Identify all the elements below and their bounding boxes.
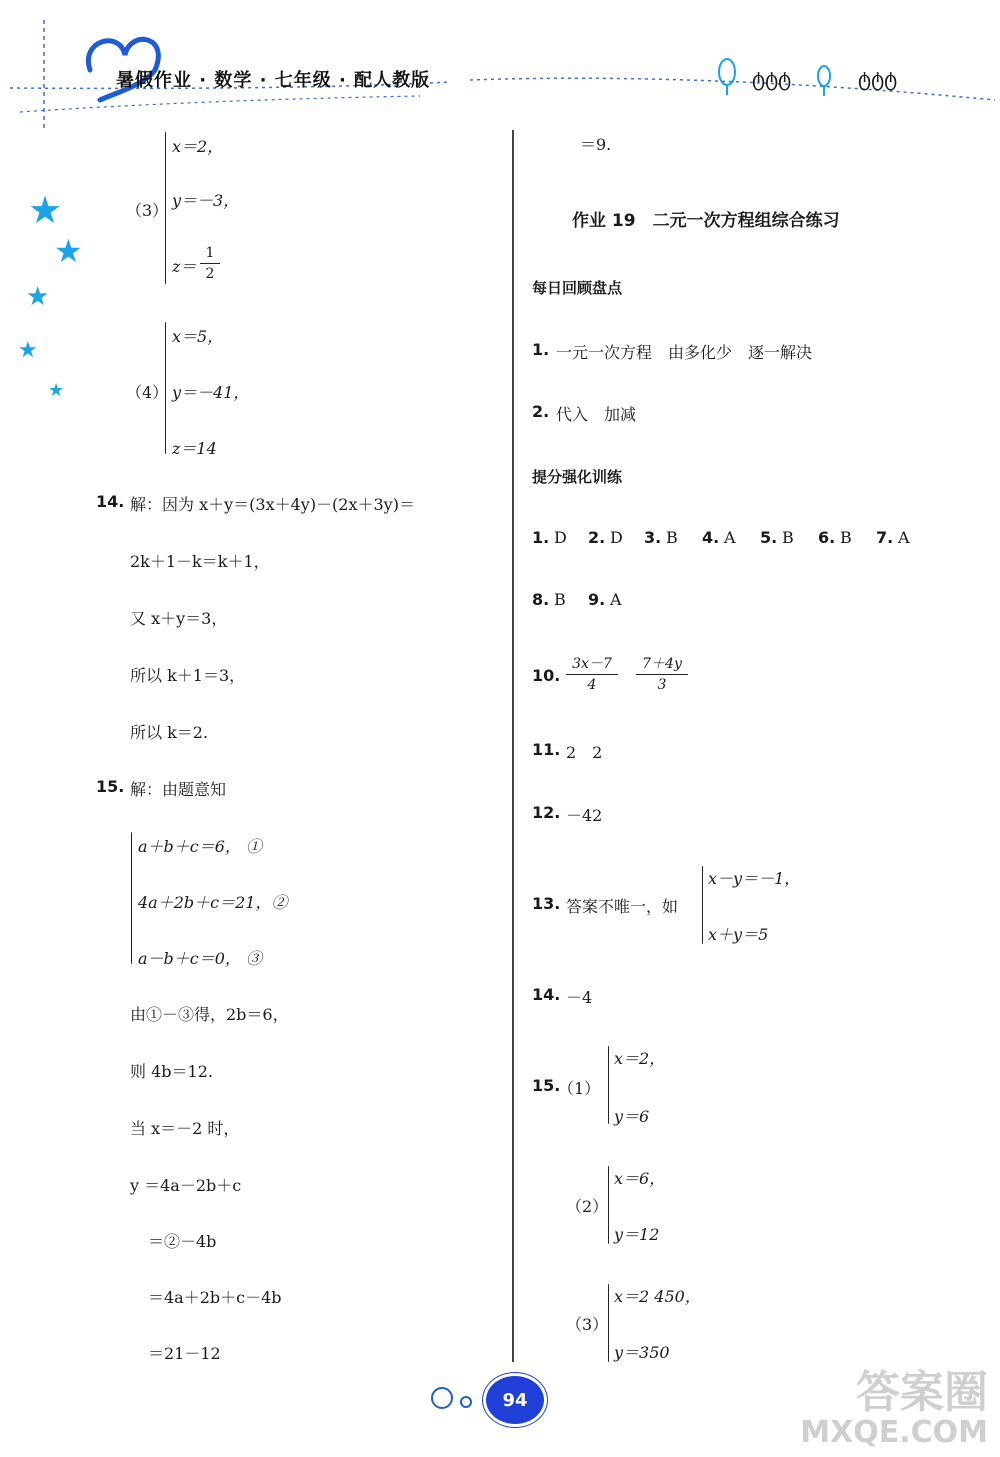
mc-answer: B	[782, 528, 794, 547]
q15-eq: y＝6	[614, 1107, 650, 1126]
q15-system-eq: a＋b＋c＝6， ①	[138, 837, 263, 856]
q14-line: 解：因为 x＋y＝(3x＋4y)－(2x＋3y)＝	[130, 495, 415, 514]
mc-answer: A	[898, 528, 910, 547]
q15-eq: y＝350	[614, 1343, 670, 1362]
q15-line: y ＝4a－2b＋c	[130, 1176, 242, 1195]
q15-line: ＝4a＋2b＋c－4b	[148, 1288, 282, 1307]
p4-x: x＝5，	[172, 327, 224, 346]
fraction-denominator: 3	[657, 677, 667, 693]
header-title: 暑假作业 · 数学 · 七年级 · 配人教版	[116, 70, 431, 91]
q15-line: 解：由题意知	[130, 780, 227, 799]
watermark-top: 答案圈	[856, 1367, 988, 1418]
star-icon: ★	[18, 338, 38, 363]
p3-z-fraction	[200, 243, 220, 284]
fraction-numerator: 3x－7	[566, 654, 618, 675]
mc-answer: A	[724, 528, 736, 547]
mc-number: 7.	[876, 528, 894, 547]
page-number: 94	[486, 1376, 544, 1424]
mc-answer: B	[840, 528, 852, 547]
mc-number: 2.	[588, 528, 606, 547]
p3-x: x＝2，	[172, 137, 224, 156]
r2-number: 2.	[532, 402, 550, 421]
q10-fraction	[566, 654, 618, 695]
mc-answer: B	[554, 590, 566, 609]
q15-system-eq: a－b＋c＝0， ③	[138, 949, 263, 968]
q14-line: 又 x＋y＝3，	[130, 609, 228, 628]
watermark-logo	[800, 1369, 988, 1449]
p3-y: y＝－3，	[172, 191, 240, 210]
watermark-bottom: MXQE.COM	[800, 1415, 988, 1450]
mc-answer: D	[554, 528, 567, 547]
p4-label: （4）	[126, 383, 169, 402]
q14-line: 所以 k＋1＝3，	[130, 666, 246, 685]
section-heading: 提分强化训练	[532, 468, 623, 486]
fraction-numerator: 1	[200, 243, 220, 264]
brace	[131, 832, 132, 964]
mc-answer: A	[610, 590, 622, 609]
q14-answer: －4	[566, 988, 593, 1007]
q15-part-label: （3）	[566, 1315, 609, 1334]
column-divider	[512, 130, 514, 1362]
star-icon: ★	[28, 188, 63, 232]
star-icon: ★	[54, 232, 83, 270]
mc-number: 9.	[588, 590, 606, 609]
r1-answer: 一元一次方程 由多化少 逐一解决	[556, 343, 813, 362]
r2-answer: 代入 加减	[556, 405, 637, 424]
q13-answer: 答案不唯一，如	[566, 897, 679, 916]
q14-line: 所以 k＝2.	[130, 723, 209, 742]
star-icon: ★	[26, 282, 50, 312]
brace	[165, 132, 166, 284]
q15-line: 当 x＝－2 时，	[130, 1119, 240, 1138]
fraction-denominator: 4	[587, 677, 597, 693]
q12-number: 12.	[532, 803, 561, 822]
q10-fraction	[636, 654, 688, 695]
continued-line: ＝9.	[580, 135, 612, 154]
q15-eq: x＝2 450，	[614, 1287, 701, 1306]
header-decoration	[0, 0, 1000, 130]
bubble-icon	[428, 1384, 488, 1414]
q11-answer: 2 2	[566, 743, 603, 762]
star-icon: ★	[48, 380, 65, 401]
mc-number: 3.	[644, 528, 662, 547]
mc-number: 8.	[532, 590, 550, 609]
mc-number: 5.	[760, 528, 778, 547]
q15-part-label: （2）	[566, 1197, 609, 1216]
brace	[608, 1046, 609, 1124]
mc-number: 4.	[702, 528, 720, 547]
q15-line: 由①－③得，2b＝6，	[130, 1005, 289, 1024]
q15-eq: x＝2，	[614, 1049, 666, 1068]
mc-number: 1.	[532, 528, 550, 547]
mc-answer: D	[610, 528, 623, 547]
q15-number: 15.	[532, 1076, 561, 1095]
p4-z: z＝14	[172, 439, 217, 458]
q13-eq: x－y＝－1，	[708, 869, 801, 888]
q14-number: 14.	[96, 492, 125, 511]
p3-label: （3）	[126, 201, 169, 220]
q15-eq: y＝12	[614, 1225, 660, 1244]
q12-answer: －42	[566, 806, 603, 825]
section-heading: 每日回顾盘点	[532, 279, 623, 297]
fraction-denominator: 2	[205, 266, 215, 282]
p3-z-prefix: z＝	[172, 257, 197, 276]
assignment-title: 作业 19 二元一次方程组综合练习	[572, 211, 840, 231]
q13-number: 13.	[532, 894, 561, 913]
q14-number: 14.	[532, 985, 561, 1004]
q15-number: 15.	[96, 777, 125, 796]
q15-line: ＝②－4b	[148, 1232, 217, 1251]
q15-eq: x＝6，	[614, 1169, 666, 1188]
brace	[165, 322, 166, 454]
r1-number: 1.	[532, 340, 550, 359]
q13-eq: x＋y＝5	[708, 925, 769, 944]
svg-text:ტტტ: ტტტ	[752, 67, 792, 91]
mc-number: 6.	[818, 528, 836, 547]
mc-answer: B	[666, 528, 678, 547]
brace	[608, 1166, 609, 1244]
q11-number: 11.	[532, 740, 561, 759]
p4-y: y＝－41，	[172, 383, 250, 402]
q14-line: 2k＋1－k＝k＋1，	[130, 552, 270, 571]
fraction-numerator: 7＋4y	[636, 654, 688, 675]
q15-system-eq: 4a＋2b＋c＝21，②	[138, 893, 288, 912]
q15-line: 则 4b＝12.	[130, 1062, 213, 1081]
q15-line: ＝21－12	[148, 1344, 221, 1363]
brace	[608, 1284, 609, 1362]
q15-part-label: （1）	[558, 1079, 601, 1098]
q10-number: 10.	[532, 666, 561, 685]
brace	[702, 866, 703, 944]
svg-text:ტტტ: ტტტ	[858, 67, 898, 91]
